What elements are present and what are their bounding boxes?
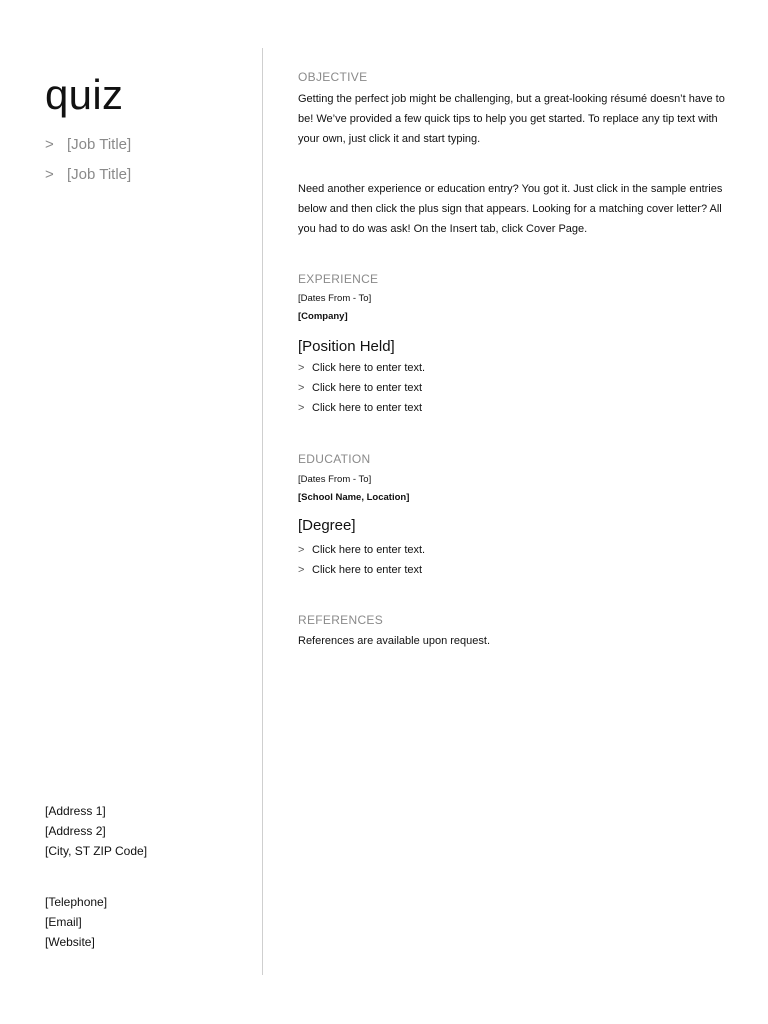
education-school[interactable]: [School Name, Location] bbox=[298, 492, 410, 503]
left-column bbox=[0, 0, 262, 1024]
chevron-right-icon: > bbox=[298, 362, 305, 374]
chevron-right-icon: > bbox=[298, 402, 305, 414]
candidate-name[interactable]: quiz bbox=[45, 71, 124, 118]
objective-paragraph-2[interactable]: Need another experience or education entry? You got it. Just click in the sample entries below and then click the plus sign that appears. Looking for a matching cover letter? All you had to do was ask! On the Insert tab, click Cover Page. bbox=[298, 183, 723, 235]
job-title-text[interactable]: [Job Title] bbox=[67, 136, 132, 153]
city-state-zip[interactable]: [City, ST ZIP Code] bbox=[45, 844, 148, 858]
list-item-text[interactable]: Click here to enter text bbox=[312, 382, 423, 394]
list-item[interactable] bbox=[298, 560, 425, 580]
address-block bbox=[45, 801, 147, 861]
experience-position[interactable]: [Position Held] bbox=[298, 338, 395, 355]
chevron-right-icon: > bbox=[298, 382, 305, 394]
list-item-text[interactable]: Click here to enter text. bbox=[312, 362, 426, 374]
objective-heading: OBJECTIVE bbox=[298, 70, 368, 84]
job-title-item[interactable] bbox=[45, 163, 131, 193]
column-divider bbox=[262, 48, 263, 975]
chevron-right-icon: > bbox=[45, 136, 54, 153]
job-title-text[interactable]: [Job Title] bbox=[67, 166, 132, 183]
list-item-text[interactable]: Click here to enter text bbox=[312, 402, 423, 414]
experience-company[interactable]: [Company] bbox=[298, 311, 348, 322]
website[interactable]: [Website] bbox=[45, 935, 95, 949]
experience-heading: EXPERIENCE bbox=[298, 272, 379, 286]
references-heading: REFERENCES bbox=[298, 613, 384, 627]
list-item[interactable] bbox=[298, 378, 425, 398]
chevron-right-icon: > bbox=[298, 564, 305, 576]
list-item[interactable] bbox=[298, 358, 425, 378]
education-dates[interactable]: [Dates From - To] bbox=[298, 474, 372, 485]
contact-block bbox=[45, 892, 107, 952]
references-text[interactable]: References are available upon request. bbox=[298, 635, 491, 647]
address-line-1[interactable]: [Address 1] bbox=[45, 804, 106, 818]
education-bullet-list bbox=[298, 540, 425, 580]
telephone[interactable]: [Telephone] bbox=[45, 895, 108, 909]
list-item-text[interactable]: Click here to enter text bbox=[312, 564, 423, 576]
job-title-item[interactable] bbox=[45, 133, 131, 163]
address-line-2[interactable]: [Address 2] bbox=[45, 824, 106, 838]
list-item-text[interactable]: Click here to enter text. bbox=[312, 544, 426, 556]
chevron-right-icon: > bbox=[45, 166, 54, 183]
education-heading: EDUCATION bbox=[298, 452, 371, 466]
experience-bullet-list bbox=[298, 358, 425, 418]
objective-paragraph-1[interactable]: Getting the perfect job might be challenging, but a great-looking résumé doesn’t have to be! We’ve provided a few quick tips to help you get started. To replace any tip text with your own, just click it and start typing. bbox=[298, 93, 725, 145]
list-item[interactable] bbox=[298, 540, 425, 560]
chevron-right-icon: > bbox=[298, 544, 305, 556]
education-degree[interactable]: [Degree] bbox=[298, 517, 356, 534]
email[interactable]: [Email] bbox=[45, 915, 82, 929]
job-title-list bbox=[45, 133, 131, 193]
list-item[interactable] bbox=[298, 398, 425, 418]
experience-dates[interactable]: [Dates From - To] bbox=[298, 293, 372, 304]
